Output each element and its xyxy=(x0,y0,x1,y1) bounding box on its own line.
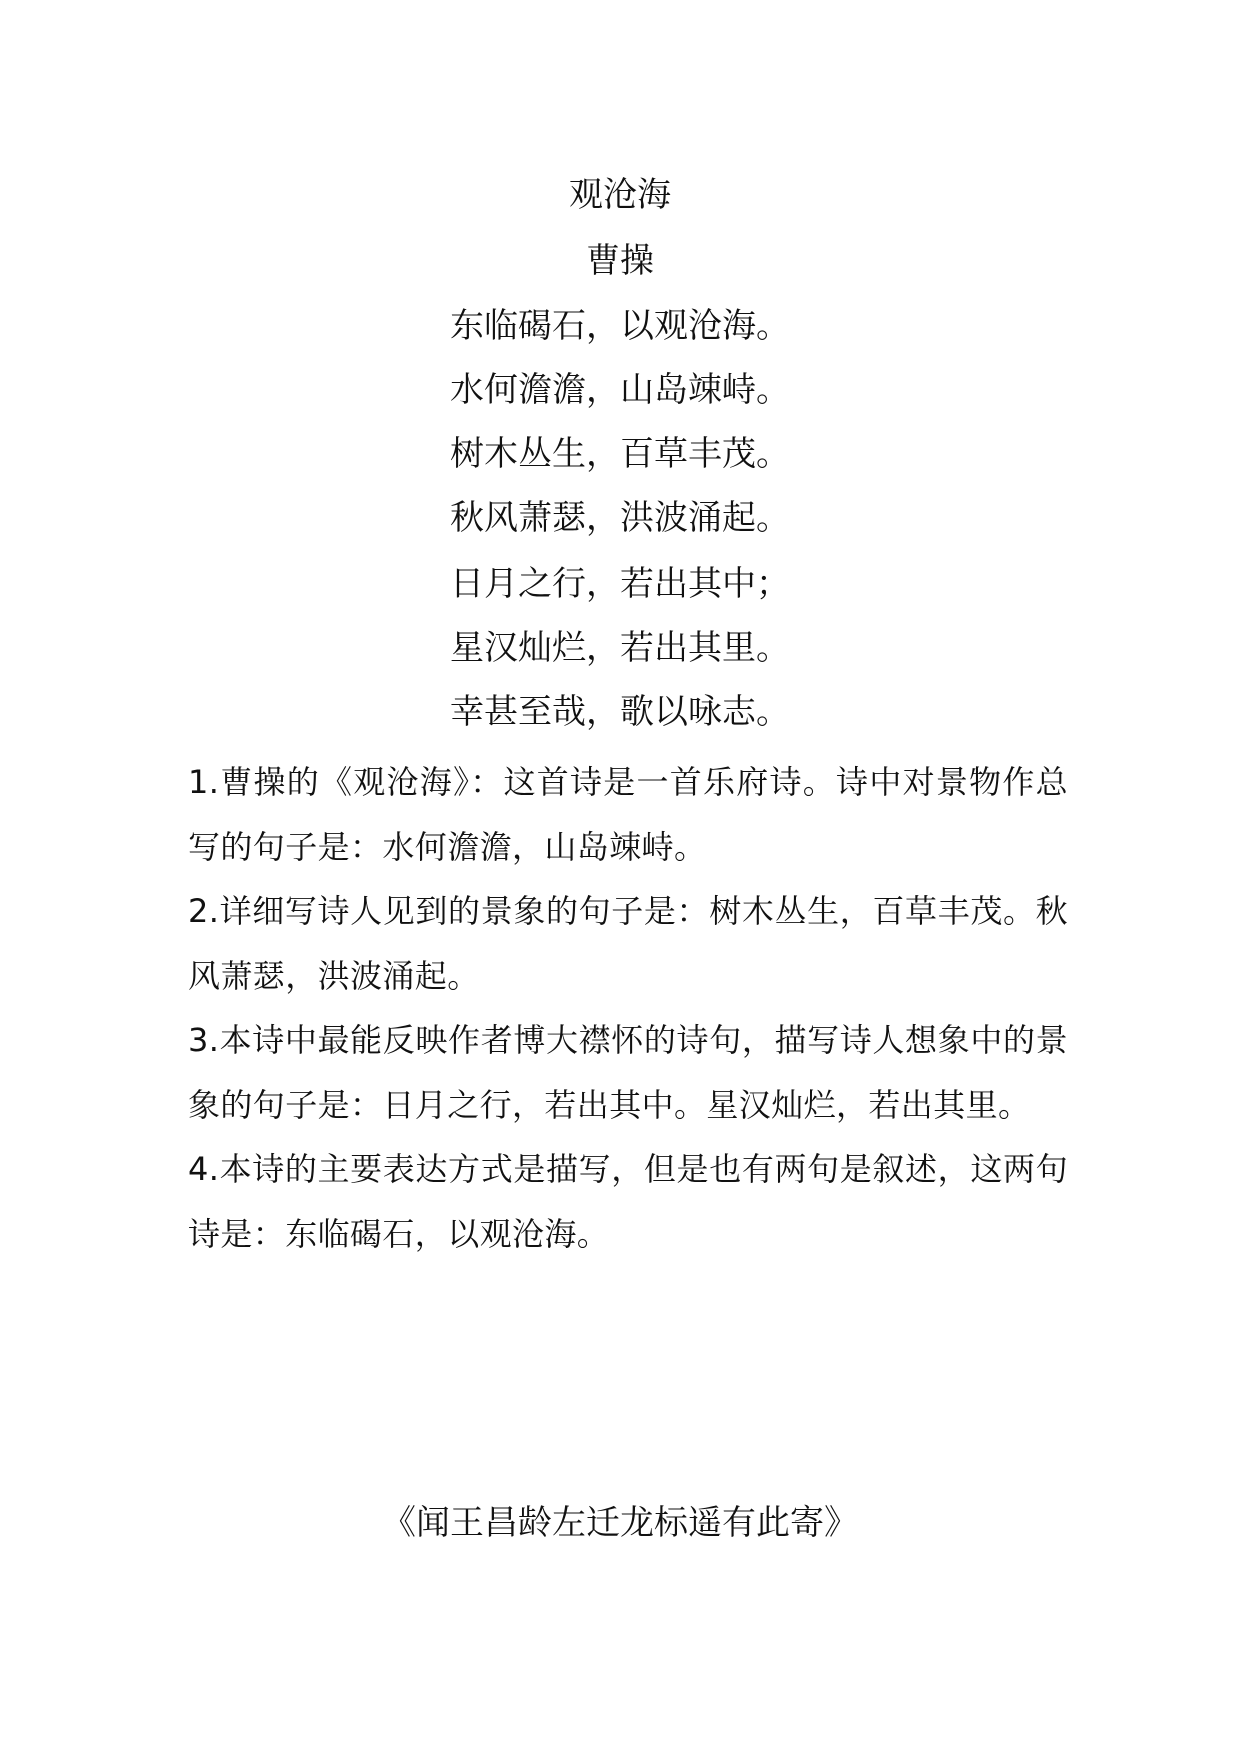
poem-line: 星汉灿烂，若出其里。 xyxy=(450,628,790,668)
question-list xyxy=(188,750,1068,1266)
next-poem-title: 《闻王昌龄左迁龙标遥有此寄》 xyxy=(382,1503,858,1543)
question-item-3: 3.本诗中最能反映作者博大襟怀的诗句，描写诗人想象中的景象的句子是：日月之行，若出其中。星汉灿烂，若出其里。 xyxy=(188,1021,1068,1124)
question-item-4: 4.本诗的主要表达方式是描写，但是也有两句是叙述，这两句诗是：东临碣石，以观沧海。 xyxy=(188,1150,1068,1253)
question-item-2: 2.详细写诗人见到的景象的句子是：树木丛生，百草丰茂。秋风萧瑟，洪波涌起。 xyxy=(188,892,1068,995)
poem-line: 水何澹澹，山岛竦峙。 xyxy=(450,370,790,410)
question-item-1: 1.曹操的《观沧海》：这首诗是一首乐府诗。诗中对景物作总写的句子是：水何澹澹，山岛竦峙。 xyxy=(188,763,1068,866)
poem-line: 幸甚至哉，歌以咏志。 xyxy=(450,692,790,732)
poem-title: 观沧海 xyxy=(569,175,671,215)
poem-line: 树木丛生，百草丰茂。 xyxy=(450,434,790,474)
poem-author: 曹操 xyxy=(586,241,654,281)
poem-line: 秋风萧瑟，洪波涌起。 xyxy=(450,498,790,538)
poem-line: 日月之行，若出其中； xyxy=(450,564,790,604)
poem-line: 东临碣石，以观沧海。 xyxy=(450,306,790,346)
